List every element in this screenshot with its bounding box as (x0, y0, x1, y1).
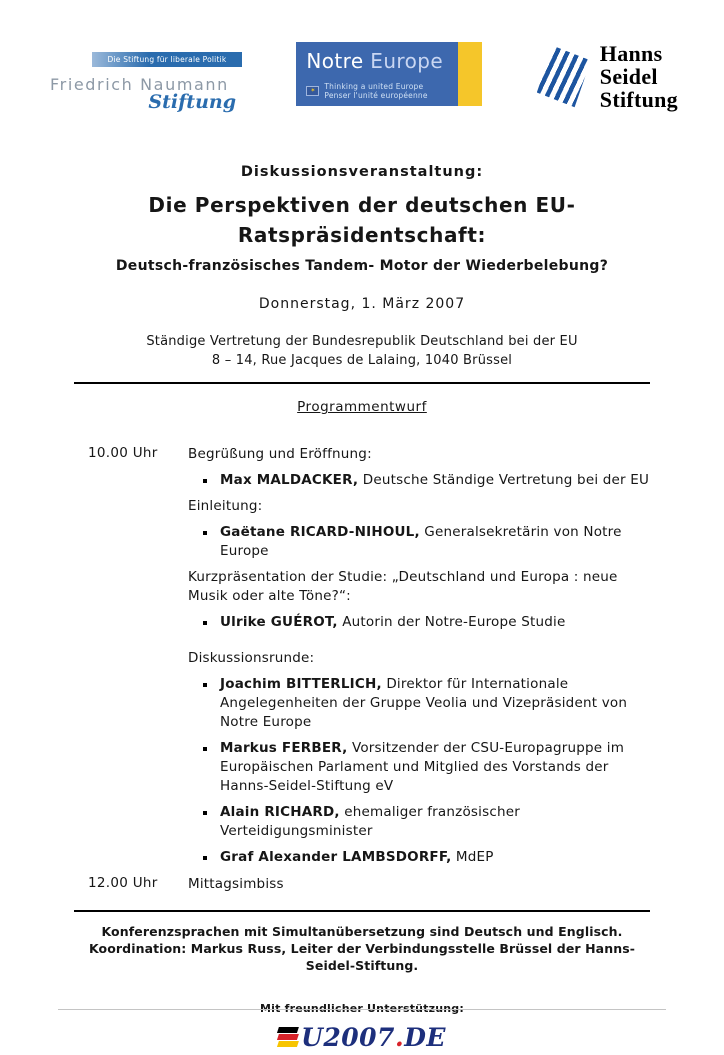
eu-de: DE (404, 1022, 446, 1052)
agenda-speaker-item (188, 471, 650, 490)
logo-row (0, 42, 724, 126)
agenda-row (74, 875, 650, 894)
bullet-square-icon (203, 811, 207, 815)
divider-bottom (74, 910, 650, 912)
agenda-content (188, 445, 650, 867)
bullet-square-icon (203, 683, 207, 687)
europe-word: Europe (370, 49, 444, 73)
eu2007-wordmark (301, 1023, 446, 1052)
speaker-text: Joachim BITTERLICH, Direktor für Internationale Angelegenheiten der Gruppe Veolia und Vizepräsident von Notre Europe (220, 676, 628, 730)
languages-note: Konferenzsprachen mit Simultanübersetzung sind Deutsch und Englisch. (101, 924, 623, 939)
agenda-time: 10.00 Uhr (88, 445, 158, 461)
document-body (0, 164, 724, 1055)
hss-line-2: Seidel (599, 64, 658, 89)
eu-u: U (301, 1022, 324, 1052)
eu-stripes-e-icon (278, 1026, 298, 1048)
support-label: Mit freundlicher Unterstützung: (260, 1002, 464, 1015)
fns-tagline: Die Stiftung für liberale Politik (107, 55, 227, 64)
agenda-label: Mittagsimbiss (188, 876, 284, 892)
document-title (74, 190, 650, 250)
title-line-1: Die Perspektiven der deutschen EU- (148, 193, 576, 217)
speaker-text: Max MALDACKER, Deutsche Ständige Vertretung bei der EU (220, 472, 650, 488)
hanns-seidel-stiftung-logo (537, 42, 678, 111)
agenda-speaker-item (188, 803, 650, 841)
agenda-speaker-item (188, 613, 650, 632)
fns-tagline-bar (92, 52, 242, 67)
tagline-fr: Penser l'unité européenne (324, 91, 428, 100)
notre-europe-taglines (306, 82, 452, 100)
speaker-text: Graf Alexander LAMBSDORFF, MdEP (220, 849, 494, 865)
venue (74, 332, 650, 370)
agenda-row (74, 445, 650, 867)
hss-wordmark (600, 42, 678, 111)
notre-europe-logo (296, 42, 482, 106)
notre-europe-yellow-band (458, 42, 482, 106)
bullet-square-icon (203, 531, 207, 535)
agenda-content (188, 875, 650, 894)
bullet-square-icon (203, 747, 207, 751)
divider-top (74, 382, 650, 384)
agenda-label: Einleitung: (188, 498, 263, 514)
event-type: Diskussionsveranstaltung: (240, 164, 484, 180)
venue-line-2: 8 – 14, Rue Jacques de Lalaing, 1040 Brüssel (211, 353, 513, 368)
agenda-label: Begrüßung und Eröffnung: (188, 446, 372, 462)
friedrich-naumann-stiftung-logo (50, 42, 242, 113)
title-line-2: Ratspräsidentschaft: (237, 223, 487, 247)
agenda-time: 12.00 Uhr (88, 875, 158, 891)
agenda-label: Kurzpräsentation der Studie: „Deutschland und Europa : neue Musik oder alte Töne?“: (188, 569, 618, 604)
agenda (74, 445, 650, 894)
hss-line-3: Stiftung (599, 87, 678, 112)
notre-europe-blue-panel (296, 42, 458, 106)
eu-flag-icon: ✶ (306, 86, 319, 96)
tagline-en: Thinking a united Europe (324, 82, 424, 91)
bullet-square-icon (203, 621, 207, 625)
notre-europe-wordmark (306, 49, 452, 73)
agenda-speaker-item (188, 739, 650, 796)
bullet-square-icon (203, 856, 207, 860)
speaker-text: Ulrike GUÉROT, Autorin der Notre-Europe Studie (220, 614, 566, 630)
coordination-note: Koordination: Markus Russ, Leiter der Verbindungsstelle Brüssel der Hanns-Seidel-Stiftung. (88, 941, 636, 973)
program-heading: Programmentwurf (297, 399, 427, 415)
eu-year: 2007 (323, 1022, 395, 1052)
bullet-square-icon (203, 479, 207, 483)
eu2007-presidency-logo (74, 1019, 650, 1055)
hss-line-1: Hanns (599, 41, 663, 66)
page-bottom-rule (58, 1009, 666, 1010)
speaker-text: Markus FERBER, Vorsitzender der CSU-Europagruppe im Europäischen Parlament und Mitglied des Vorstands der Hanns-Seidel-Stiftung eV (220, 740, 625, 794)
event-date: Donnerstag, 1. März 2007 (258, 296, 466, 312)
agenda-speaker-item (188, 675, 650, 732)
stripe-red (277, 1034, 299, 1040)
fns-stiftung-wordmark: Stiftung (148, 91, 236, 113)
eu-dot: . (394, 1022, 405, 1052)
notre-word: Notre (306, 49, 364, 73)
stripe-black (277, 1027, 299, 1033)
venue-line-1: Ständige Vertretung der Bundesrepublik Deutschland bei der EU (146, 334, 578, 349)
agenda-speaker-item (188, 848, 650, 867)
fns-name: Friedrich Naumann (50, 75, 229, 94)
agenda-label: Diskussionsrunde: (188, 650, 315, 666)
stripe-gold (277, 1041, 299, 1047)
speaker-text: Gaëtane RICARD-NIHOUL, Generalsekretärin von Notre Europe (220, 524, 622, 559)
hss-diagonal-stripes-icon (537, 45, 591, 109)
agenda-speaker-item (188, 523, 650, 561)
document-subtitle: Deutsch-französisches Tandem- Motor der Wiederbelebung? (115, 258, 609, 274)
speaker-text: Alain RICHARD, ehemaliger französischer Verteidigungsminister (220, 804, 520, 839)
